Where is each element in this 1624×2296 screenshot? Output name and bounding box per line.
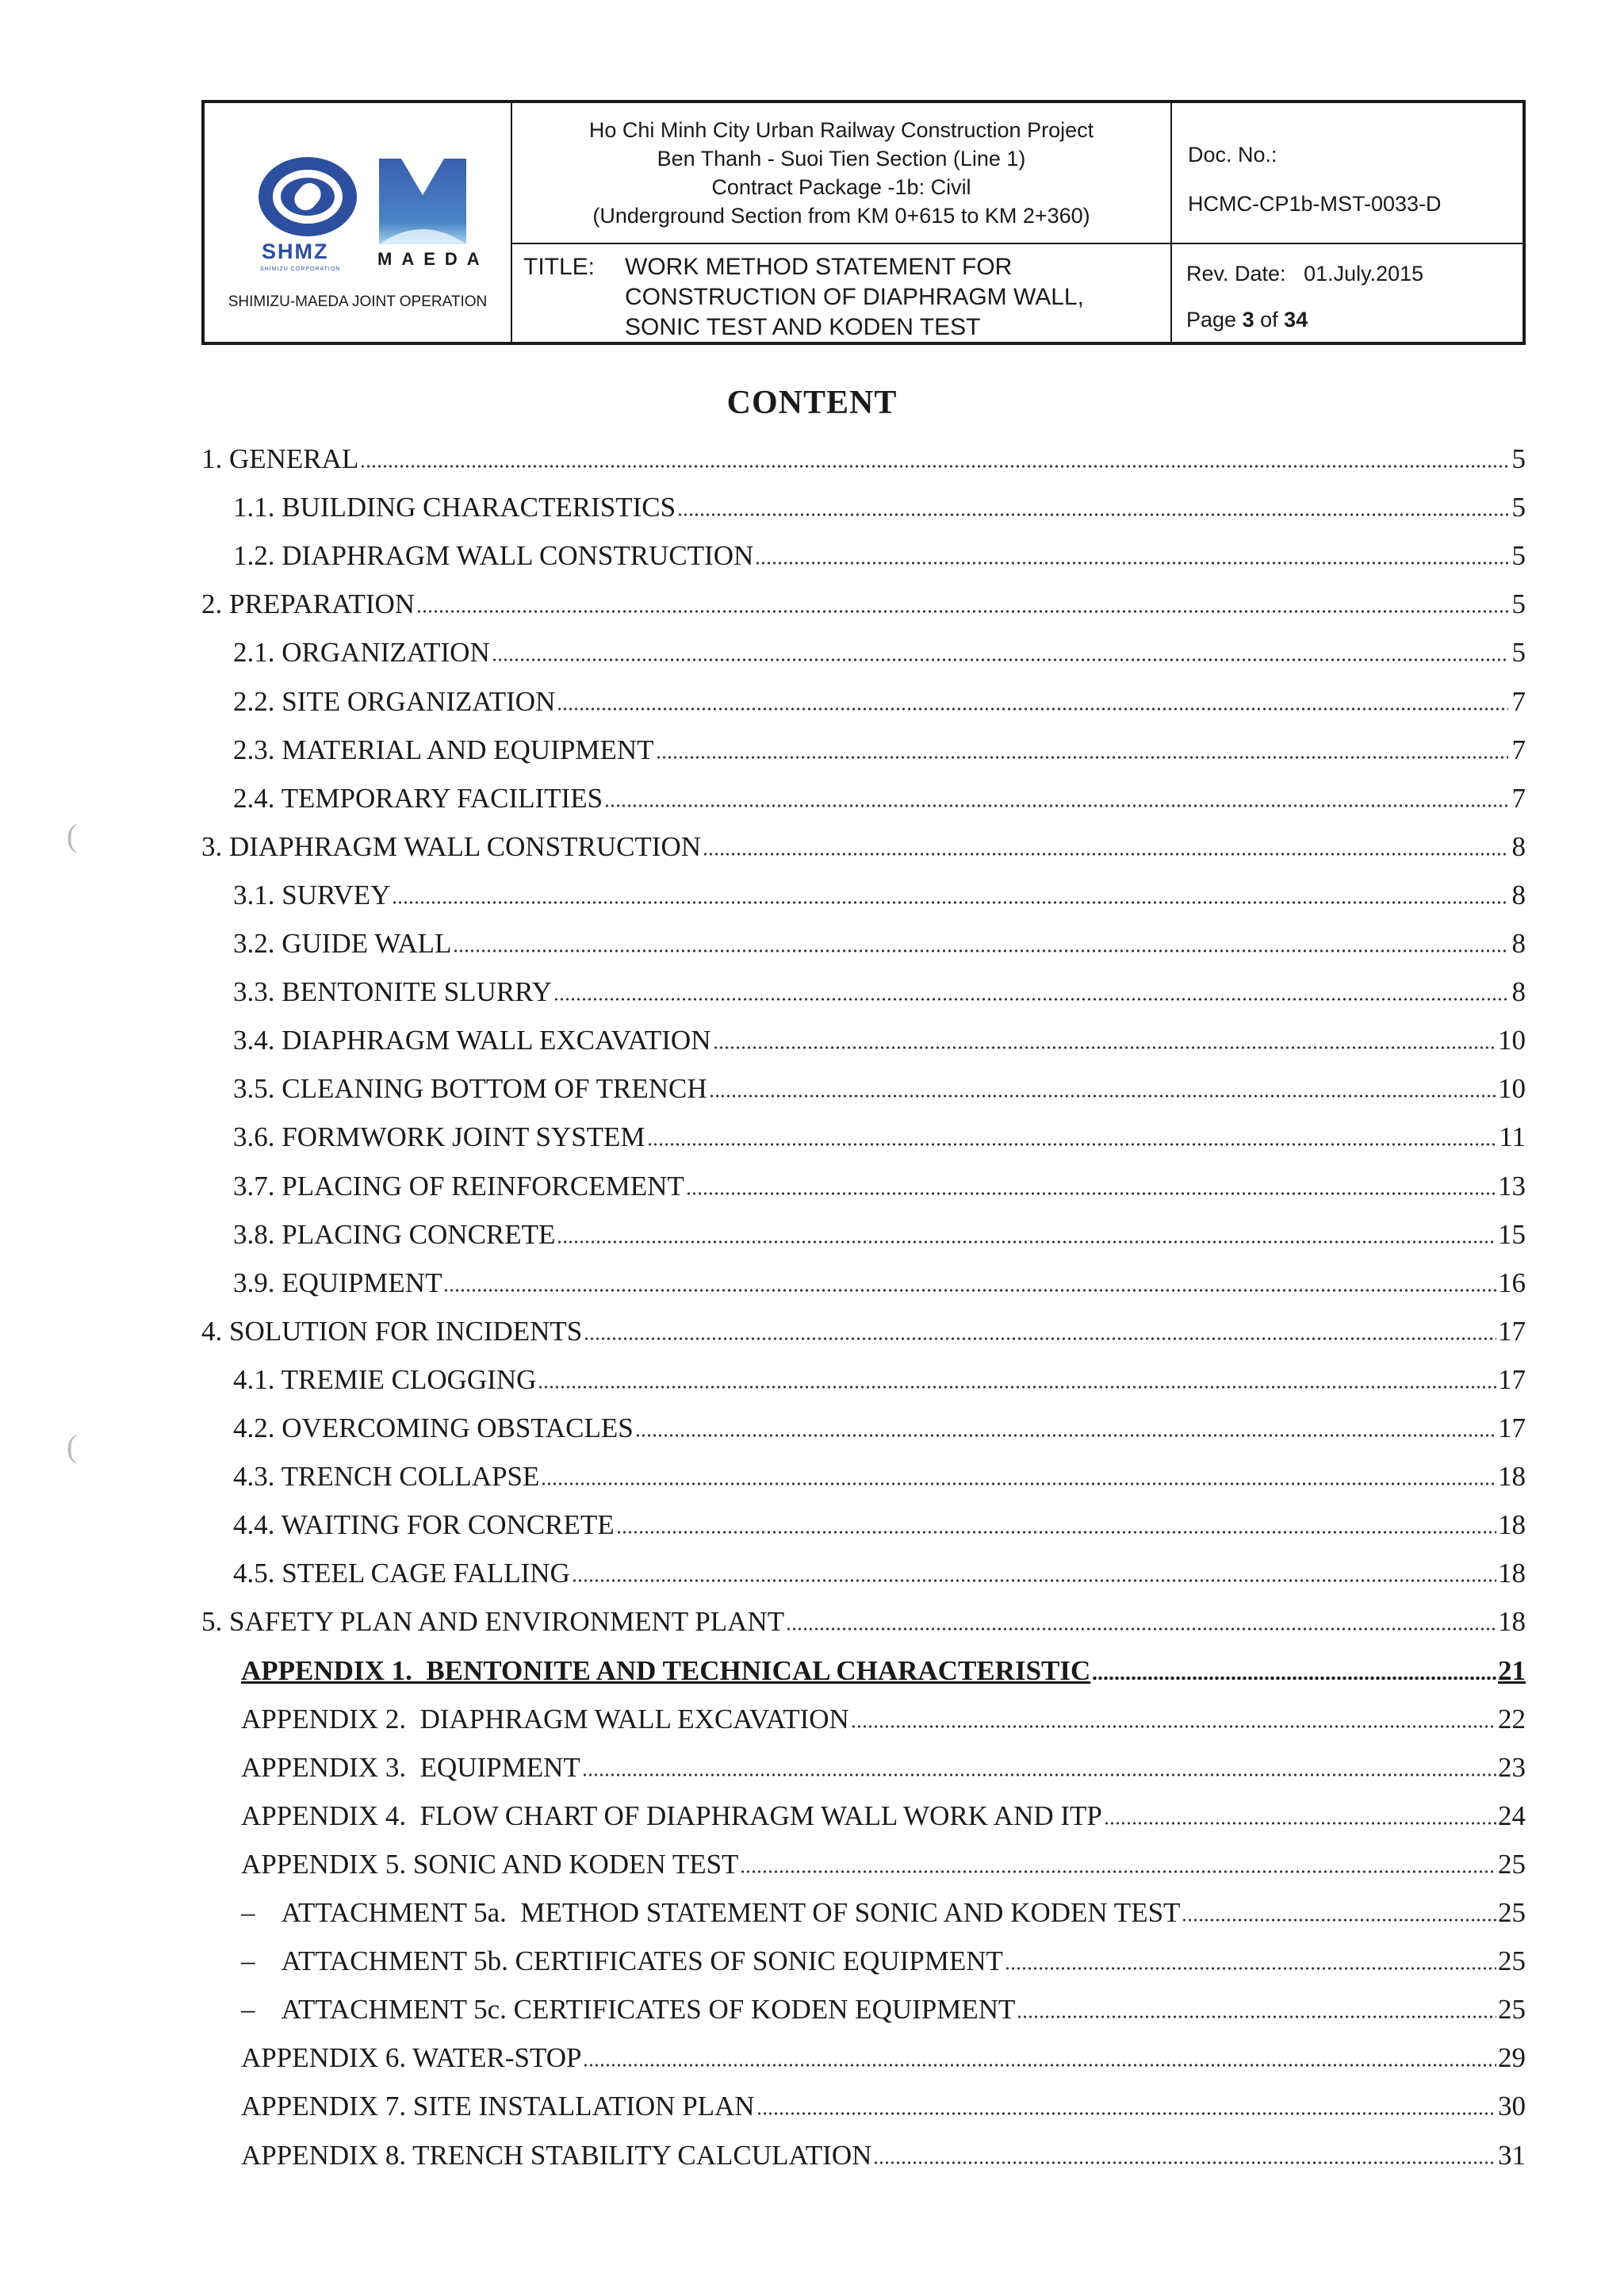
dot-leader [786,1627,1496,1631]
toc-entry-title: APPENDIX 2. DIAPHRAGM WALL EXCAVATION [241,1704,849,1734]
dot-leader [703,853,1508,856]
toc-entry-title: 2.4. TEMPORARY FACILITIES [233,783,603,814]
dot-leader [557,1240,1496,1244]
toc-entry-page: 17 [1498,1316,1526,1347]
scan-mark: ( [67,1428,78,1464]
toc-entry-page: 18 [1498,1558,1526,1589]
toc-entry[interactable] [233,1211,1526,1259]
toc-entry-title: 2.1. ORGANIZATION [233,637,490,668]
content-heading: CONTENT [726,385,898,421]
dot-leader [755,562,1508,565]
toc-entry-page: 15 [1498,1219,1526,1250]
toc-entry-page: 10 [1498,1025,1526,1056]
toc-entry-title: 2. PREPARATION [201,588,416,619]
toc-entry-title: 3.6. FORMWORK JOINT SYSTEM [233,1121,645,1152]
revision-date-label: Rev. Date: [1186,262,1286,286]
toc-entry-title: 4.3. TRENCH COLLAPSE [233,1461,540,1492]
scan-mark: ( [67,818,78,853]
toc-entry[interactable] [241,1696,1526,1743]
toc-entry-title: 3.2. GUIDE WALL [233,928,452,959]
toc-entry-title: 1.1. BUILDING CHARACTERISTICS [233,492,676,523]
toc-entry-page: 8 [1511,831,1526,862]
toc-entry-page: 5 [1511,588,1526,619]
toc-entry[interactable] [201,1598,1526,1646]
toc-entry[interactable] [233,872,1526,919]
page-current: 3 [1242,308,1254,332]
toc-entry-title: 1.2. DIAPHRAGM WALL CONSTRUCTION [233,540,754,571]
page-number-row [1186,297,1522,343]
maeda-logo-icon [379,159,466,244]
toc-entry-title: 2.2. SITE ORGANIZATION [233,686,556,717]
toc-entry[interactable] [201,1308,1526,1355]
toc-entry[interactable] [233,1163,1526,1210]
toc-entry[interactable] [233,726,1526,774]
document-title [625,252,1084,343]
document-title-block [512,244,1172,343]
toc-entry-page: 17 [1498,1412,1526,1443]
dot-leader [492,658,1508,661]
toc-entry-page: 8 [1511,880,1526,910]
toc-entry-page: 23 [1498,1752,1526,1783]
dot-leader [553,998,1508,1001]
dot-leader [1182,1918,1496,1922]
toc-entry-page: 18 [1498,1509,1526,1540]
toc-entry-title: APPENDIX 4. FLOW CHART OF DIAPHRAGM WALL WORK AND ITP [241,1800,1102,1831]
dot-leader [443,1289,1496,1292]
toc-entry-page: 7 [1511,734,1526,765]
toc-entry-page: 30 [1498,2091,1526,2122]
dot-leader [713,1046,1497,1049]
project-line: Ben Thanh - Suoi Tien Section (Line 1) [657,147,1026,171]
dot-leader [582,1773,1496,1777]
toc-entry-title: APPENDIX 8. TRENCH STABILITY CALCULATION [241,2140,872,2171]
toc-entry[interactable] [241,1889,1526,1937]
toc-entry-page: 17 [1498,1364,1526,1395]
revision-date-row [1186,251,1522,297]
toc-entry[interactable] [241,1986,1526,2033]
toc-entry[interactable] [241,1744,1526,1792]
dot-leader [873,2161,1496,2164]
toc-entry-page: 5 [1511,637,1526,668]
toc-entry-page: 18 [1498,1461,1526,1492]
toc-entry-page: 10 [1498,1073,1526,1104]
toc-entry-page: 7 [1511,783,1526,814]
toc-entry[interactable] [201,823,1526,871]
dot-leader [656,756,1509,759]
project-line: (Underground Section from KM 0+615 to KM 2+360) [592,204,1090,228]
toc-entry-title: APPENDIX 1. BENTONITE AND TECHNICAL CHARACTERISTIC [241,1655,1091,1686]
revision-date: 01.July.2015 [1304,262,1424,286]
dot-leader [584,1337,1496,1340]
doc-number: HCMC-CP1b-MST-0033-D [1188,192,1442,216]
toc-entry-title: 3.4. DIAPHRAGM WALL EXCAVATION [233,1025,711,1056]
toc-entry-title: 3.8. PLACING CONCRETE [233,1219,556,1250]
toc-entry-title: APPENDIX 6. WATER-STOP [241,2042,582,2073]
page-of: of [1260,308,1278,332]
company-logos [254,155,489,272]
dot-leader [616,1531,1496,1534]
dot-leader [1104,1822,1496,1825]
toc-entry[interactable] [233,1017,1526,1064]
toc-entry-title: 4.2. OVERCOMING OBSTACLES [233,1412,634,1443]
toc-entry[interactable] [233,1405,1526,1452]
shimizu-wordmark: SHMZ [262,240,329,263]
toc-entry-title: 3.1. SURVEY [233,880,391,910]
joint-operation-name: SHIMIZU-MAEDA JOINT OPERATION [228,293,488,310]
toc-entry-title: – ATTACHMENT 5b. CERTIFICATES OF SONIC EQUIPMENT [241,1945,1003,1976]
toc-entry[interactable] [233,1114,1526,1161]
doc-number-label: Doc. No.: [1188,143,1277,167]
toc-entry[interactable] [241,2034,1526,2082]
project-line: Contract Package -1b: Civil [711,175,971,199]
toc-entry-page: 25 [1498,1849,1526,1880]
toc-entry-page: 22 [1498,1704,1526,1734]
maeda-wordmark: MAEDA [377,249,489,269]
toc-entry[interactable] [233,775,1526,822]
toc-entry-page: 5 [1511,540,1526,571]
dot-leader [709,1094,1496,1098]
toc-entry[interactable] [233,1065,1526,1113]
dot-leader [416,610,1508,613]
dot-leader [541,1482,1496,1485]
toc-entry[interactable] [233,678,1526,726]
title-line: CONSTRUCTION OF DIAPHRAGM WALL, [625,284,1084,310]
toc-entry[interactable] [241,1938,1526,1985]
page-total: 34 [1284,308,1308,332]
toc-entry[interactable] [233,484,1526,531]
title-line: SONIC TEST AND KODEN TEST [625,314,981,340]
dot-leader [604,804,1508,807]
toc-entry[interactable] [233,532,1526,580]
dot-leader [1092,1677,1496,1680]
dot-leader [360,465,1508,468]
dot-leader [740,1870,1496,1873]
toc-entry[interactable] [233,629,1526,677]
project-line: Ho Chi Minh City Urban Railway Construction Project [588,118,1094,142]
toc-entry-title: APPENDIX 7. SITE INSTALLATION PLAN [241,2091,755,2122]
dot-leader [635,1434,1496,1437]
toc-entry-page: 18 [1498,1606,1526,1637]
document-header [201,100,1526,345]
toc-entry-title: 4.1. TREMIE CLOGGING [233,1364,537,1395]
toc-entry-title: APPENDIX 3. EQUIPMENT [241,1752,580,1783]
toc-entry-page: 8 [1511,976,1526,1007]
toc-entry-page: 31 [1498,2140,1526,2171]
dot-leader [572,1579,1496,1582]
toc-entry-title: – ATTACHMENT 5a. METHOD STATEMENT OF SONIC AND KODEN TEST [241,1897,1181,1928]
toc-entry[interactable] [241,1647,1526,1695]
title-line: WORK METHOD STATEMENT FOR [625,254,1013,280]
toc-entry[interactable] [241,2083,1526,2130]
toc-entry[interactable] [233,1550,1526,1597]
toc-entry-title: 3.3. BENTONITE SLURRY [233,976,552,1007]
shimizu-subtitle: SHIMIZU CORPORATION [260,266,341,272]
dot-leader [851,1725,1496,1728]
dot-leader [538,1386,1496,1389]
toc-entry-title: 4.4. WAITING FOR CONCRETE [233,1509,615,1540]
toc-entry[interactable] [241,1841,1526,1888]
toc-entry-title: – ATTACHMENT 5c. CERTIFICATES OF KODEN EQUIPMENT [241,1994,1016,2025]
dot-leader [686,1192,1496,1195]
toc-entry-page: 5 [1511,443,1526,474]
toc-entry-title: 2.3. MATERIAL AND EQUIPMENT [233,734,654,765]
dot-leader [756,2112,1496,2115]
toc-entry[interactable] [233,1453,1526,1501]
toc-entry-page: 21 [1498,1655,1526,1686]
dot-leader [1017,2015,1496,2018]
toc-entry[interactable] [233,1501,1526,1549]
toc-entry-page: 25 [1498,1897,1526,1928]
toc-entry-page: 13 [1498,1171,1526,1202]
toc-entry-page: 25 [1498,1994,1526,2025]
toc-entry-title: 4.5. STEEL CAGE FALLING [233,1558,570,1589]
toc-entry[interactable] [241,1792,1526,1840]
dot-leader [392,901,1508,904]
doc-number-block [1172,103,1522,244]
revision-block [1172,244,1522,343]
toc-entry-page: 29 [1498,2042,1526,2073]
toc-entry[interactable] [233,1356,1526,1404]
dot-leader [647,1143,1498,1146]
toc-entry-title: 1. GENERAL [201,443,359,474]
toc-entry[interactable] [201,435,1526,483]
project-description [512,103,1172,244]
toc-entry[interactable] [233,920,1526,968]
toc-entry-page: 25 [1498,1945,1526,1976]
dot-leader [583,2064,1496,2067]
toc-entry[interactable] [201,581,1526,628]
toc-entry-title: APPENDIX 5. SONIC AND KODEN TEST [241,1849,739,1880]
dot-leader [557,707,1508,711]
toc-entry-title: 3.7. PLACING OF REINFORCEMENT [233,1171,684,1202]
dot-leader [1005,1967,1496,1970]
toc-entry[interactable] [241,2132,1526,2179]
toc-entry-title: 5. SAFETY PLAN AND ENVIRONMENT PLANT [201,1606,785,1637]
toc-entry-title: 3.9. EQUIPMENT [233,1267,442,1298]
title-prefix: TITLE: [523,254,596,280]
toc-entry-title: 3. DIAPHRAGM WALL CONSTRUCTION [201,831,702,862]
toc-entry-page: 5 [1511,492,1526,523]
page-label: Page [1186,308,1237,332]
toc-entry-page: 8 [1511,928,1526,959]
toc-entry-page: 24 [1498,1800,1526,1831]
toc-entry[interactable] [233,1259,1526,1307]
toc-entry-title: 3.5. CLEANING BOTTOM OF TRENCH [233,1073,707,1104]
toc-entry[interactable] [233,968,1526,1016]
toc-entry-page: 16 [1498,1267,1526,1298]
dot-leader [453,949,1508,953]
toc-entry-page: 11 [1499,1121,1526,1152]
dot-leader [677,513,1508,516]
toc-entry-page: 7 [1511,686,1526,717]
logo-block [205,103,512,343]
shimizu-logo-icon [254,155,365,240]
toc-entry-title: 4. SOLUTION FOR INCIDENTS [201,1316,583,1347]
